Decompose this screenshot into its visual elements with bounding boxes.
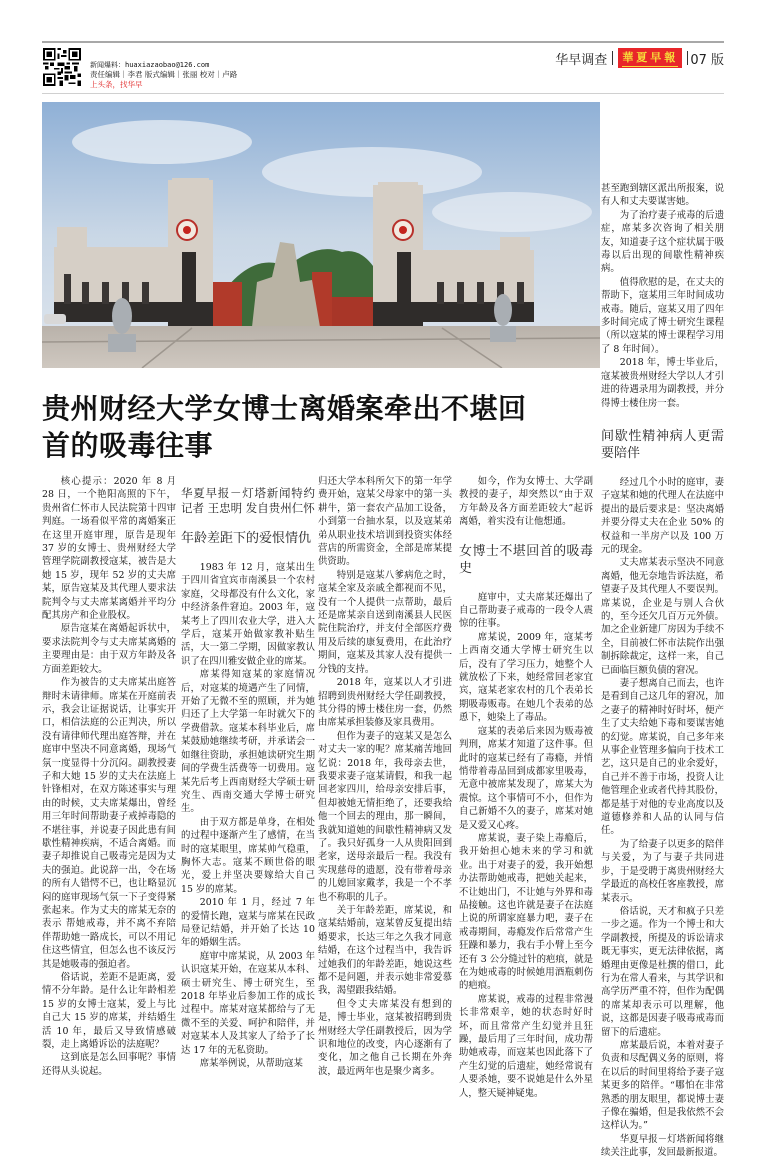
newspaper-logo: 華夏早報 — [618, 48, 682, 68]
editors-credit: 责任编辑｜李君 版式编辑｜张丽 校对｜卢路 — [90, 70, 238, 79]
paragraph: 经过几个小时的庭审，妻子寇某和她的代理人在法庭中提出的最后要求是：坚决离婚并要分得丈夫在企业 50% 的权益和一半房产以及 100 万元的现金。 — [601, 476, 724, 555]
paragraph: 席某得知寇某的家庭情况后，对寇某的境遇产生了同情，开始了无微不至的照顾，并为她归还了上大学第一年时就欠下的学费借款。寇某本科毕业后，席某鼓励她继续考研，并承诺会一如继往资助，承担她读研究生期间的学费生活费等一切费用。寇某先后考上西南财经大学硕士研究生、西南交通大学博士研究生。 — [181, 669, 315, 815]
headline-line-2: 首的吸毒往事 — [42, 429, 214, 462]
paragraph: 如今，作为女博士、大学副教授的妻子，却突然以“由于双方年龄及各方面差距较大”起诉离婚，着实没有让他想通。 — [459, 476, 593, 528]
paragraph: 2018 年，寇某以人才引进招聘到贵州财经大学任副教授，其分得的博士楼住房一套，仍然由席某承担装修及家具费用。 — [318, 677, 452, 729]
paragraph: 但令丈夫席某没有想到的是，博士毕业，寇某被招聘到贵州财经大学任副教授后，因为学识和地位的改变，内心逐渐有了变化，加之他自己长期在外奔波，最近两年也是聚少离多。 — [318, 998, 452, 1077]
paragraph: 华夏早报－灯塔新闻将继续关注此事，发回最新报道。 — [601, 1133, 724, 1159]
article-column-4 — [459, 475, 593, 1100]
paragraph: 席某说，戒毒的过程非常漫长非常艰辛，她的状态时好时坏，而且常常产生幻觉并且狂躁，最后用了三年时间，成功帮助她戒毒，而寇某也因此落下了产生幻觉的后遗症，她经常说有人要杀她，要不说她是什么外星人，整天疑神疑鬼。 — [459, 993, 593, 1099]
masthead-info — [90, 60, 237, 90]
qr-code-icon[interactable] — [43, 48, 81, 86]
university-gate-photo — [42, 102, 600, 368]
paragraph: 席某说，2009 年，寇某考上西南交通大学博士研究生以后，没有了学习压力，她整个人就放松了下来，她经常回老家宜宾，寇某老家农村的几个表弟长期吸毒贩毒。在她几个表弟的怂恿下，她染上了毒品。 — [459, 631, 593, 724]
section-header — [555, 48, 724, 68]
page-number: 07 版 — [690, 52, 724, 68]
bottom-rule — [42, 93, 724, 94]
article-column-3 — [318, 475, 452, 1078]
paragraph: 值得欣慰的是，在丈夫的帮助下，寇某用三年时间成功戒毒。随后，寇某又用了四年多时间完成了博士研究生课程（所以寇某的博士课程学习用了 8 年时间）。 — [601, 276, 724, 355]
paragraph: 俗话说，差距不是距离，爱情不分年龄。是什么让年龄相差 15 岁的女博士寇某，爱上与比自己大 15 岁的席某，并结婚生活 10 年，最后又导致情感破裂，走上离婚诉讼的法庭呢？ — [42, 972, 176, 1051]
subhead-age-gap: 年龄差距下的爱恨情仇 — [181, 531, 312, 546]
headline — [42, 390, 602, 464]
paragraph: 这到底是怎么回事呢？事情还得从头说起。 — [42, 1052, 176, 1077]
paragraph: 甚至跑到辖区派出所报案，说有人和丈夫要谋害她。 — [601, 183, 724, 208]
subhead-drug-history: 女博士不堪回首的吸毒史 — [459, 543, 593, 576]
subhead-companionship: 间歇性精神病人更需要陪伴 — [601, 428, 724, 461]
news-tip-email[interactable]: 新闻爆料：huaxiazaobao@126.com — [90, 61, 210, 69]
top-rule — [42, 41, 724, 43]
paragraph: 席某最后说，本着对妻子负责和尽配偶义务的原则，将在以后的时间里将给予妻子寇某更多的陪伴。“哪怕在非常熟悉的朋友眼里，都说博士妻子像在骗婚，但是我依然不会这样认为。” — [601, 1039, 724, 1132]
paragraph: 庭审中席某说，从 2003 年认识寇某开始，在寇某从本科、硕士研究生、博士研究生，至 2018 年毕业后参加工作的成长过程中。席某对寇某都给与了无微不至的关爱、呵护和陪伴，并对寇某本人及其家人了给予了长达 17 年的无私资助。 — [181, 950, 315, 1056]
paragraph: 俗话说，天才和疯子只差一步之遥。作为一个博士和大学副教授，所提及的诉讼请求既无事实，更无法律依据，离婚理由更像是杜撰的借口，此行为在常人看来，与其学识和高学历严重不符，但作为配偶的席某却表示可以理解，他说，这都是因妻子吸毒戒毒而留下的后遗症。 — [601, 905, 724, 1038]
paragraph: 原告寇某在离婚起诉状中，要求法院判令与丈夫席某离婚的主要理由是：由于双方年龄及各方面差距较大。 — [42, 623, 176, 675]
divider — [687, 51, 688, 65]
slogan: 上头条，找华早 — [90, 80, 143, 89]
article-column-2 — [181, 472, 315, 1070]
headline-line-1: 贵州财经大学女博士离婚案牵出不堪回 — [42, 392, 527, 425]
divider — [612, 51, 613, 65]
paragraph: 归还大学本科所欠下的第一年学费开始，寇某父母家中的第一头耕牛，第一套农产品加工设备，小到第一台抽水泵，以及寇某弟弟从职业技术培训到投资实体经营店的所需资金，全部是席某提供资助。 — [318, 476, 452, 568]
paragraph: 2010 年 1 月，经过 7 年的爱情长跑，寇某与席某在民政局登记结婚，并开始了长达 10 年的婚姻生活。 — [181, 897, 315, 949]
paragraph: 关于年龄差距，席某说，和寇某结婚前，寇某曾反复提出结婚要求，长达三年之久我才同意结婚，在这个过程当中，我告诉过她我们的年龄差距，她说这些都不是问题，并表示她非常爱慕我，渴望跟我结婚。 — [318, 905, 452, 997]
paragraph: 妻子想离自己而去，也许是看到自己这几年的窘况，加之妻子的精神时好时坏，便产生了丈夫给她下毒和要谋害她的幻觉。席某说，自己多年来从事企业管理多偏向于技术工艺，这只是自己的业余爱好，自己并不善于市场，投资人让他管理企业或者代持其股份，都是基于对他的专业高度以及道德修养和人品的认同与信任。 — [601, 678, 724, 837]
paragraph: 为了治疗妻子戒毒的后遗症，席某多次咨询了相关朋友，知道妻子这个症状属于吸毒以后出现的间歇性精神疾病。 — [601, 209, 724, 275]
paragraph: 由于双方都是单身，在相处的过程中逐渐产生了感情，在当时的寇某眼里，席某帅气稳重，胸怀大志。寇某不顾世俗的眼光，爱上并坚决要嫁给大自己 15 岁的席某。 — [181, 816, 315, 895]
paragraph: 丈夫席某表示坚决不同意离婚，他无奈地告诉法庭，希望妻子及其代理人不要误判。席某说，企业是与别人合伙的，至今还欠几百万元外债。加之企业新建厂房因为手续不全，目前被仁怀市法院作出强制拆除裁定，这样一来，自己已面临巨额负债的窘况。 — [601, 557, 724, 676]
section-name: 华早调查 — [555, 52, 608, 68]
article-column-5 — [601, 182, 724, 1160]
byline: 华夏早报－灯塔新闻特约记者 王忠明 发自贵州仁怀 — [181, 486, 315, 515]
paragraph: 作为被告的丈夫席某出庭答辩时未请律师。席某在开庭前表示，我会让证据说话，让事实开口，相信法庭的公正判决，所以没有请律师代理出庭答辩，并在庭审中坚决不同意离婚，现场气氛一度显得十分沉闷。副教授妻子和大她 15 岁的丈夫在法庭上针锋相对，在双方陈述事实与理由的时候，丈夫席某爆出，曾经用三年时间帮助妻子戒掉毒隐的不堪往事，并说妻子因此患有间歇性精神疾病，不适合离婚。而妻子却推说自己吸毒完是因为丈夫的强迫。此说辞一出，令在场的所有人错愕不已，也让略显沉闷的庭审现场气氛一下子变得紧张起来。作为丈夫的席某无奈的表示 帮她戒毒，并不离不弃陪伴帮助她一路成长，可以不用记住这些情宜，但怎么也不该反污其是她吸毒的强迫者。 — [42, 677, 176, 970]
paragraph: 庭审中，丈夫席某还爆出了自己帮助妻子戒毒的一段令人震惊的往事。 — [459, 591, 593, 630]
paragraph: 席某举例说，从帮助寇某 — [199, 1058, 303, 1070]
paragraph: 2018 年，博士毕业后，寇某被贵州财经大学以人才引进的待遇录用为副教授，并分得博士楼住房一套。 — [601, 357, 724, 409]
paragraph: 为了给妻子以更多的陪伴与关爱，为了与妻子共同进步，于是受聘于离贵州财经大学最近的高校任客座教授，席某表示。 — [601, 838, 724, 904]
article-column-1 — [42, 475, 176, 1078]
paragraph: 1983 年 12 月，寇某出生于四川省宜宾市南溪县一个农村家庭，父母都没有什么文化，家中经济条件窘迫。2003 年，寇某考上了四川农业大学，进入大学后，寇某开始做家教补贴生活，大一第二学期，因做家教认识了在四川雅安做企业的席某。 — [181, 562, 315, 667]
paragraph: 特别是寇某八爹病危之时，寇某全家及亲戚全都视而不见，没有一个人提供一点帮助，最后还是席某亲自送到南溪县人民医院住院治疗，并支付全部医疗费用及后续的康复费用，在此治疗期间，寇某及其家人没有提供一分钱的支持。 — [318, 569, 452, 675]
paragraph: 寇某的表弟后来因为贩毒被判刑，席某才知道了这件事。但此时的寇某已经有了毒瘾，并悄悄带着毒品回到成都家里吸毒，无意中被席某发现了，席某大为震惊。这个事情可不小，但作为自己新婚不久的妻子，席某对她是又爱又心疼。 — [459, 725, 593, 831]
paragraph: 核心提示：2020 年 8 月 28 日，一个艳阳高照的下午，贵州省仁怀市人民法院第十四审判庭。一场看似平常的离婚案正在这里开庭审理，原告是现年 37 岁的女博士、贵州财经大学管理学院副教授寇某，被告是大她 15 岁，现年 52 岁的丈夫席某，原告寇某及其代理人要求法院判令与丈夫席某离婚并平均分配其房产和企业股权。 — [42, 476, 176, 622]
paragraph: 席某说，妻子染上毒瘾后，我开始担心她未来的学习和就业。出于对妻子的爱，我开始想办法帮助她戒毒，把她关起来，不让她出门，不让她与外界和毒品接触。这也许就是妻子在法庭上说的所谓家庭暴力吧，妻子在戒毒期间，毒瘾发作后常常产生狂躁和暴力，我右手小臂上至今还有 3 公分缝过针的疤痕，就是在为她戒毒的时候她用酒瓶刺伤的疤痕。 — [459, 832, 593, 992]
paragraph: 但作为妻子的寇某又是怎么对丈夫一家的呢？席某痛苦地回忆说：2018 年，我母亲去世，我要求妻子寇某请假，和我一起回老家四川，给母亲安排后事，但却被她无情拒绝了，还要我给他一个回去的理由，那一瞬间，我就知道她的间歇性精神病又发了。我只好孤身一人从贵阳回到老家，送母亲最后一程。我没有实现慈母的遗愿，没有带着母亲的儿媳回家戴孝，我是一个不孝也不称职的儿子。 — [318, 730, 452, 903]
